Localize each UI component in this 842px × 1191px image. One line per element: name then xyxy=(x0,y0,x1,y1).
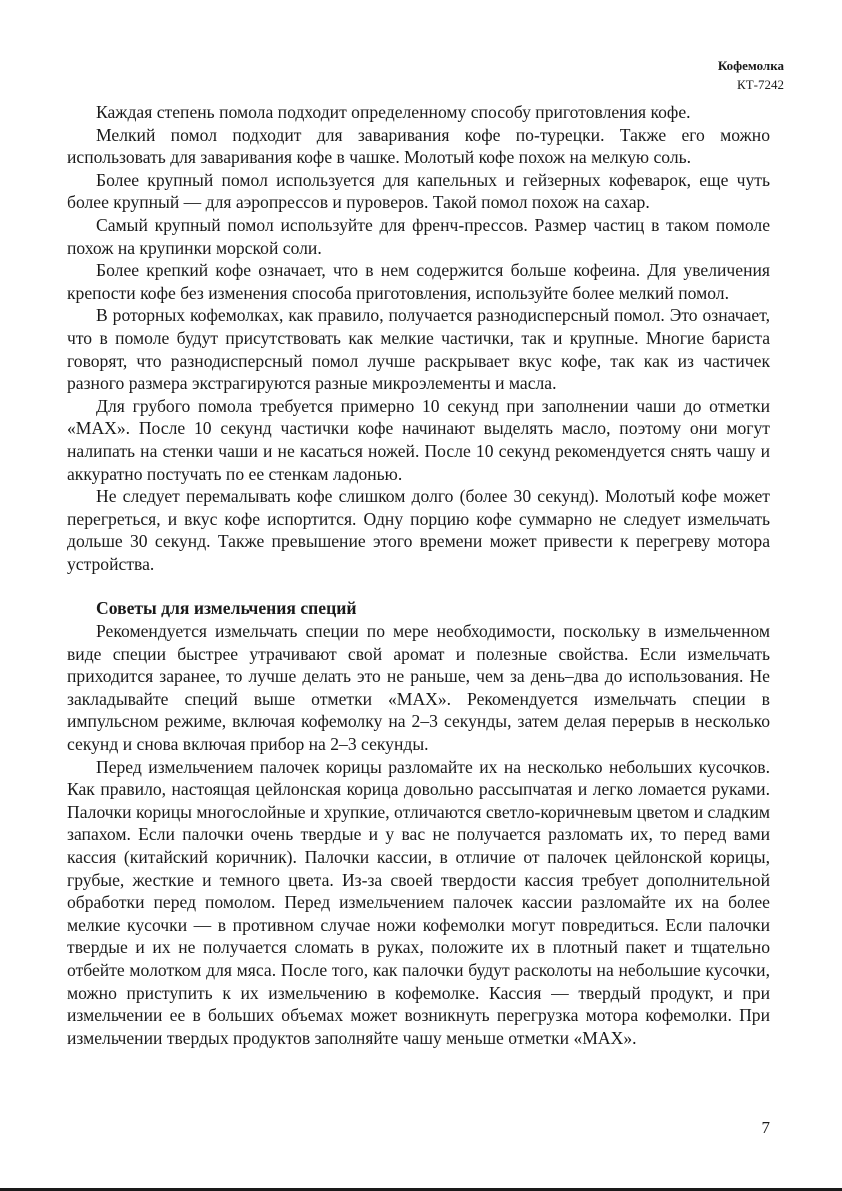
paragraph-coarse-grind: Самый крупный помол используйте для френч-прессов. Размер частиц в таком помоле похож на крупинки морской соли. xyxy=(67,214,770,258)
paragraph-medium-grind: Более крупный помол используется для капельных и гейзерных кофеварок, еще чуть более крупный — для аэропрессов и пуроверов. Такой помол похож на сахар. xyxy=(67,169,770,213)
paragraph-coffee-strength: Более крепкий кофе означает, что в нем содержится больше кофеина. Для увеличения крепости кофе без изменения способа приготовления, используйте более мелкий помол. xyxy=(67,260,770,303)
page-number: 7 xyxy=(761,1118,770,1137)
paragraph-overheating-warning: Не следует перемалывать кофе слишком долго (более 30 секунд). Молотый кофе может перегреться, и вкус кофе испортится. Одну порцию кофе суммарно не следует измельчать дольше 30 секунд. Также превышение этого времени может привести к перегреву мотора устройства. xyxy=(67,486,770,574)
section-title-spices: Советы для измельчения специй xyxy=(96,598,357,619)
paragraph-spices-pulse: Рекомендуется измельчать специи по мере необходимости, поскольку в измельченном виде специи быстрее утрачивают свой аромат и полезные свойства. Если измельчать приходится заранее, то лучше делать это не раньше, чем за день–два до использования. Не закладывайте специй выше отметки «MAX». Рекомендуется измельчать специи в импульсном режиме, включая кофемолку на 2–3 секунды, затем делая перерыв в несколько секунд и снова включая прибор на 2–3 секунды. xyxy=(67,621,770,755)
page-header xyxy=(718,56,784,94)
paragraph-rotary-grinders: В роторных кофемолках, как правило, получается разнодисперсный помол. Это означает, что в помоле будут присутствовать как мелкие частички, так и крупные. Многие бариста говорят, что разнодисперсный помол лучше раскрывает вкус кофе, так как из частичек разного размера экстрагируются разные микроэлементы и масла. xyxy=(67,305,770,394)
paragraph-coarse-timing: Для грубого помола требуется примерно 10 секунд при заполнении чаши до отметки «MAX». После 10 секунд частички кофе начинают выделять масло, поэтому они могут налипать на стенки чаши и не касаться ножей. После 10 секунд рекомендуется снять чашу и аккуратно постучать по ее стенкам ладонью. xyxy=(67,395,770,484)
header-model-number: КТ-7242 xyxy=(737,77,784,92)
paragraph-grind-degree: Каждая степень помола подходит определенному способу приготовления кофе. xyxy=(96,102,691,122)
paragraph-cinnamon-cassia: Перед измельчением палочек корицы разломайте их на несколько небольших кусочков. Как правило, настоящая цейлонская корица довольно рассыпчатая и легко ломается руками. Палочки корицы многослойные и хрупкие, отличаются светло-коричневым цветом и сладким запахом. Если палочки очень твердые и у вас не получается разломать их, то перед вами кассия (китайский коричник). Палочки кассии, в отличие от палочек цейлонской корицы, грубые, жесткие и темного цвета. Из-за своей твердости кассия требует дополнительной обработки перед помолом. Перед измельчением палочек кассии разломайте их на более мелкие кусочки — в противном случае ножи кофемолки могут повредиться. Если палочки твердые и их не получается сломать в руках, положите их в плотный пакет и тщательно отбейте молотком для мяса. После того, как палочки будут расколоты на небольшие кусочки, можно приступить к их измельчению в кофемолке. Кассия — твердый продукт, и при измельчении ее в больших объемах может возникнуть перегрузка мотора кофемолки. При измельчении твердых продуктов заполняйте чашу меньше отметки «MAX». xyxy=(67,756,770,1048)
header-product-title: Кофемолка xyxy=(717,58,784,73)
paragraph-fine-grind: Мелкий помол подходит для заваривания кофе по-турецки. Также его можно использовать для заваривания кофе в чашке. Молотый кофе похож на мелкую соль. xyxy=(67,124,770,168)
main-text xyxy=(67,101,770,1049)
